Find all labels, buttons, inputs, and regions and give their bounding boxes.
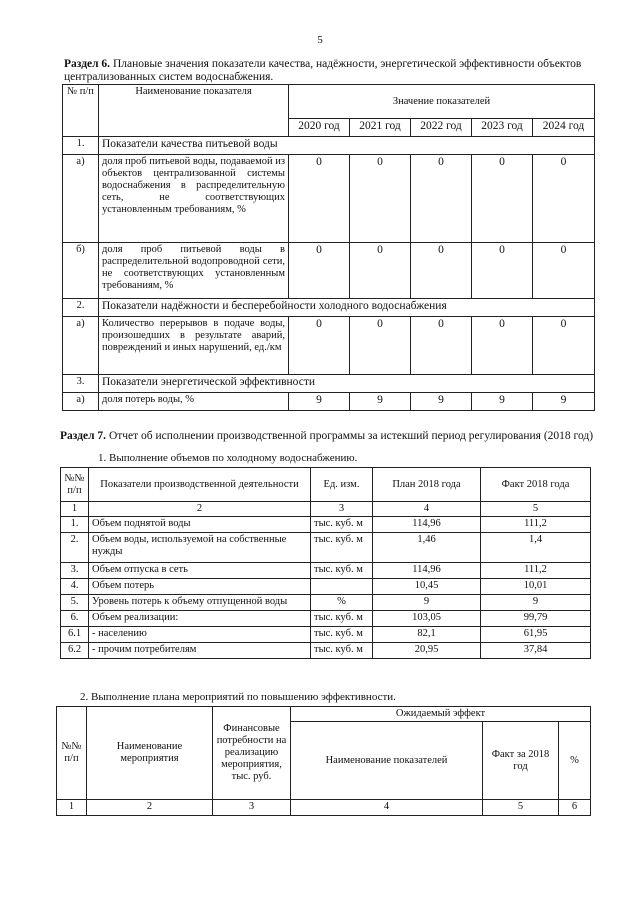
subsection1-title: 1. Выполнение объемов по холодному водоснабжению. — [98, 452, 358, 464]
col-number: 2 — [89, 502, 311, 517]
table-row — [63, 393, 595, 411]
col-number: 3 — [311, 502, 373, 517]
table-row — [63, 155, 595, 243]
row-value: 0 — [289, 243, 350, 299]
section7-title — [60, 430, 610, 443]
row-name: Уровень потерь к объему отпущенной воды — [89, 595, 311, 611]
row-fact: 10,01 — [481, 579, 591, 595]
col-number: 1 — [57, 800, 87, 816]
t2-header-indicators: Наименование показателей — [291, 722, 483, 800]
col-number: 3 — [213, 800, 291, 816]
row-value: 9 — [411, 393, 472, 411]
row-num: 4. — [61, 579, 89, 595]
row-plan: 10,45 — [373, 579, 481, 595]
row-num: 1. — [61, 517, 89, 533]
row-unit: тыс. куб. м — [311, 643, 373, 659]
row-value: 0 — [533, 155, 595, 243]
row-unit: тыс. куб. м — [311, 563, 373, 579]
col-number: 4 — [291, 800, 483, 816]
t1-header-fact: Факт 2018 года — [481, 468, 591, 502]
table-row — [61, 643, 591, 659]
s6-header-num: № п/п — [63, 85, 99, 137]
row-num: б) — [63, 243, 99, 299]
row-value: 0 — [350, 243, 411, 299]
section6-table — [62, 84, 595, 411]
row-name: Объем воды, используемой на собственные нужды — [89, 533, 311, 563]
row-fact: 1,4 — [481, 533, 591, 563]
table-row — [61, 579, 591, 595]
group-title: Показатели надёжности и бесперебойности холодного водоснабжения — [99, 299, 595, 317]
table-row — [63, 375, 595, 393]
row-name: Объем потерь — [89, 579, 311, 595]
table-row — [61, 595, 591, 611]
row-plan: 114,96 — [373, 517, 481, 533]
row-value: 9 — [533, 393, 595, 411]
row-num: 2. — [61, 533, 89, 563]
row-name: доля проб питьевой воды, подаваемой из объектов централизованной системы водоснабжения в распределительную сеть, не соответствующих установленным требованиям, % — [99, 155, 289, 243]
section7-title-text: Отчет об исполнении производственной программы за истекший период регулирования (2018 год) — [106, 430, 594, 442]
s6-year: 2023 год — [472, 119, 533, 137]
section7-title-bold: Раздел 7. — [60, 430, 107, 442]
row-unit: тыс. куб. м — [311, 627, 373, 643]
row-num: а) — [63, 317, 99, 375]
t2-header-fin: Финансовые потребности на реализацию мероприятия, тыс. руб. — [213, 707, 291, 800]
col-number: 5 — [483, 800, 559, 816]
row-unit: % — [311, 595, 373, 611]
row-name: Количество перерывов в подаче воды, произошедших в результате аварий, повреждений и иных нарушений, ед./км — [99, 317, 289, 375]
col-number: 5 — [481, 502, 591, 517]
col-number: 6 — [559, 800, 591, 816]
table-row — [61, 627, 591, 643]
row-value: 0 — [289, 317, 350, 375]
row-num: 1. — [63, 137, 99, 155]
row-value: 9 — [289, 393, 350, 411]
row-unit: тыс. куб. м — [311, 533, 373, 563]
row-value: 0 — [472, 243, 533, 299]
row-fact: 37,84 — [481, 643, 591, 659]
col-number: 1 — [61, 502, 89, 517]
group-title: Показатели качества питьевой воды — [99, 137, 595, 155]
table-row — [61, 563, 591, 579]
row-name: Объем отпуска в сеть — [89, 563, 311, 579]
row-name: Объем реализации: — [89, 611, 311, 627]
t2-header-fact: Факт за 2018 год — [483, 722, 559, 800]
row-plan: 20,95 — [373, 643, 481, 659]
row-value: 0 — [289, 155, 350, 243]
row-plan: 103,05 — [373, 611, 481, 627]
row-fact: 111,2 — [481, 517, 591, 533]
row-name: - прочим потребителям — [89, 643, 311, 659]
s6-header-name: Наименование показателя — [99, 85, 289, 137]
row-fact: 61,95 — [481, 627, 591, 643]
row-num: а) — [63, 155, 99, 243]
table-row — [61, 611, 591, 627]
row-num: 2. — [63, 299, 99, 317]
row-value: 0 — [350, 155, 411, 243]
table-row — [63, 299, 595, 317]
row-name: доля проб питьевой воды в распределительной водопроводной сети, не соответствующих установленным требованиям, % — [99, 243, 289, 299]
row-value: 0 — [533, 317, 595, 375]
row-num: 6.1 — [61, 627, 89, 643]
row-name: - населению — [89, 627, 311, 643]
row-value: 0 — [533, 243, 595, 299]
row-value: 9 — [472, 393, 533, 411]
s6-year: 2020 год — [289, 119, 350, 137]
row-num: 6.2 — [61, 643, 89, 659]
row-plan: 9 — [373, 595, 481, 611]
t2-header-effect: Ожидаемый эффект — [291, 707, 591, 722]
table-row — [63, 243, 595, 299]
row-plan: 82,1 — [373, 627, 481, 643]
t1-header-num: №№ п/п — [61, 468, 89, 502]
s6-year: 2024 год — [533, 119, 595, 137]
column-numbers-row — [61, 502, 591, 517]
row-num: 3. — [63, 375, 99, 393]
group-title: Показатели энергетической эффективности — [99, 375, 595, 393]
t2-header-name: Наименование мероприятия — [87, 707, 213, 800]
t2-header-percent: % — [559, 722, 591, 800]
s6-year: 2022 год — [411, 119, 472, 137]
subsection2-title: 2. Выполнение плана мероприятий по повышению эффективности. — [80, 691, 396, 703]
row-value: 0 — [472, 155, 533, 243]
row-num: 3. — [61, 563, 89, 579]
section6-title-text: Плановые значения показатели качества, надёжности, энергетической эффективности объектов централизованных систем водоснабжения. — [64, 58, 582, 83]
t1-header-name: Показатели производственной деятельности — [89, 468, 311, 502]
s6-year: 2021 год — [350, 119, 411, 137]
row-value: 0 — [411, 155, 472, 243]
col-number: 2 — [87, 800, 213, 816]
section6-title — [64, 58, 604, 84]
row-fact: 9 — [481, 595, 591, 611]
row-value: 0 — [472, 317, 533, 375]
row-plan: 1,46 — [373, 533, 481, 563]
row-num: 5. — [61, 595, 89, 611]
t2-header-num: №№ п/п — [57, 707, 87, 800]
table-row — [61, 517, 591, 533]
row-unit: тыс. куб. м — [311, 611, 373, 627]
row-value: 0 — [350, 317, 411, 375]
section7-volumes-table — [60, 467, 591, 659]
page-number: 5 — [317, 34, 323, 46]
t1-header-plan: План 2018 года — [373, 468, 481, 502]
row-value: 0 — [411, 243, 472, 299]
col-number: 4 — [373, 502, 481, 517]
section7-measures-table — [56, 706, 591, 816]
s6-header-values: Значение показателей — [289, 85, 595, 119]
row-fact: 111,2 — [481, 563, 591, 579]
row-num: а) — [63, 393, 99, 411]
table-row — [63, 137, 595, 155]
row-num: 6. — [61, 611, 89, 627]
t1-header-unit: Ед. изм. — [311, 468, 373, 502]
row-value: 9 — [350, 393, 411, 411]
section6-title-bold: Раздел 6. — [64, 58, 111, 70]
row-value: 0 — [411, 317, 472, 375]
row-plan: 114,96 — [373, 563, 481, 579]
row-unit: тыс. куб. м — [311, 517, 373, 533]
row-fact: 99,79 — [481, 611, 591, 627]
row-unit — [311, 579, 373, 595]
row-name: Объем поднятой воды — [89, 517, 311, 533]
row-name: доля потерь воды, % — [99, 393, 289, 411]
table-row — [63, 317, 595, 375]
column-numbers-row — [57, 800, 591, 816]
table-row — [61, 533, 591, 563]
